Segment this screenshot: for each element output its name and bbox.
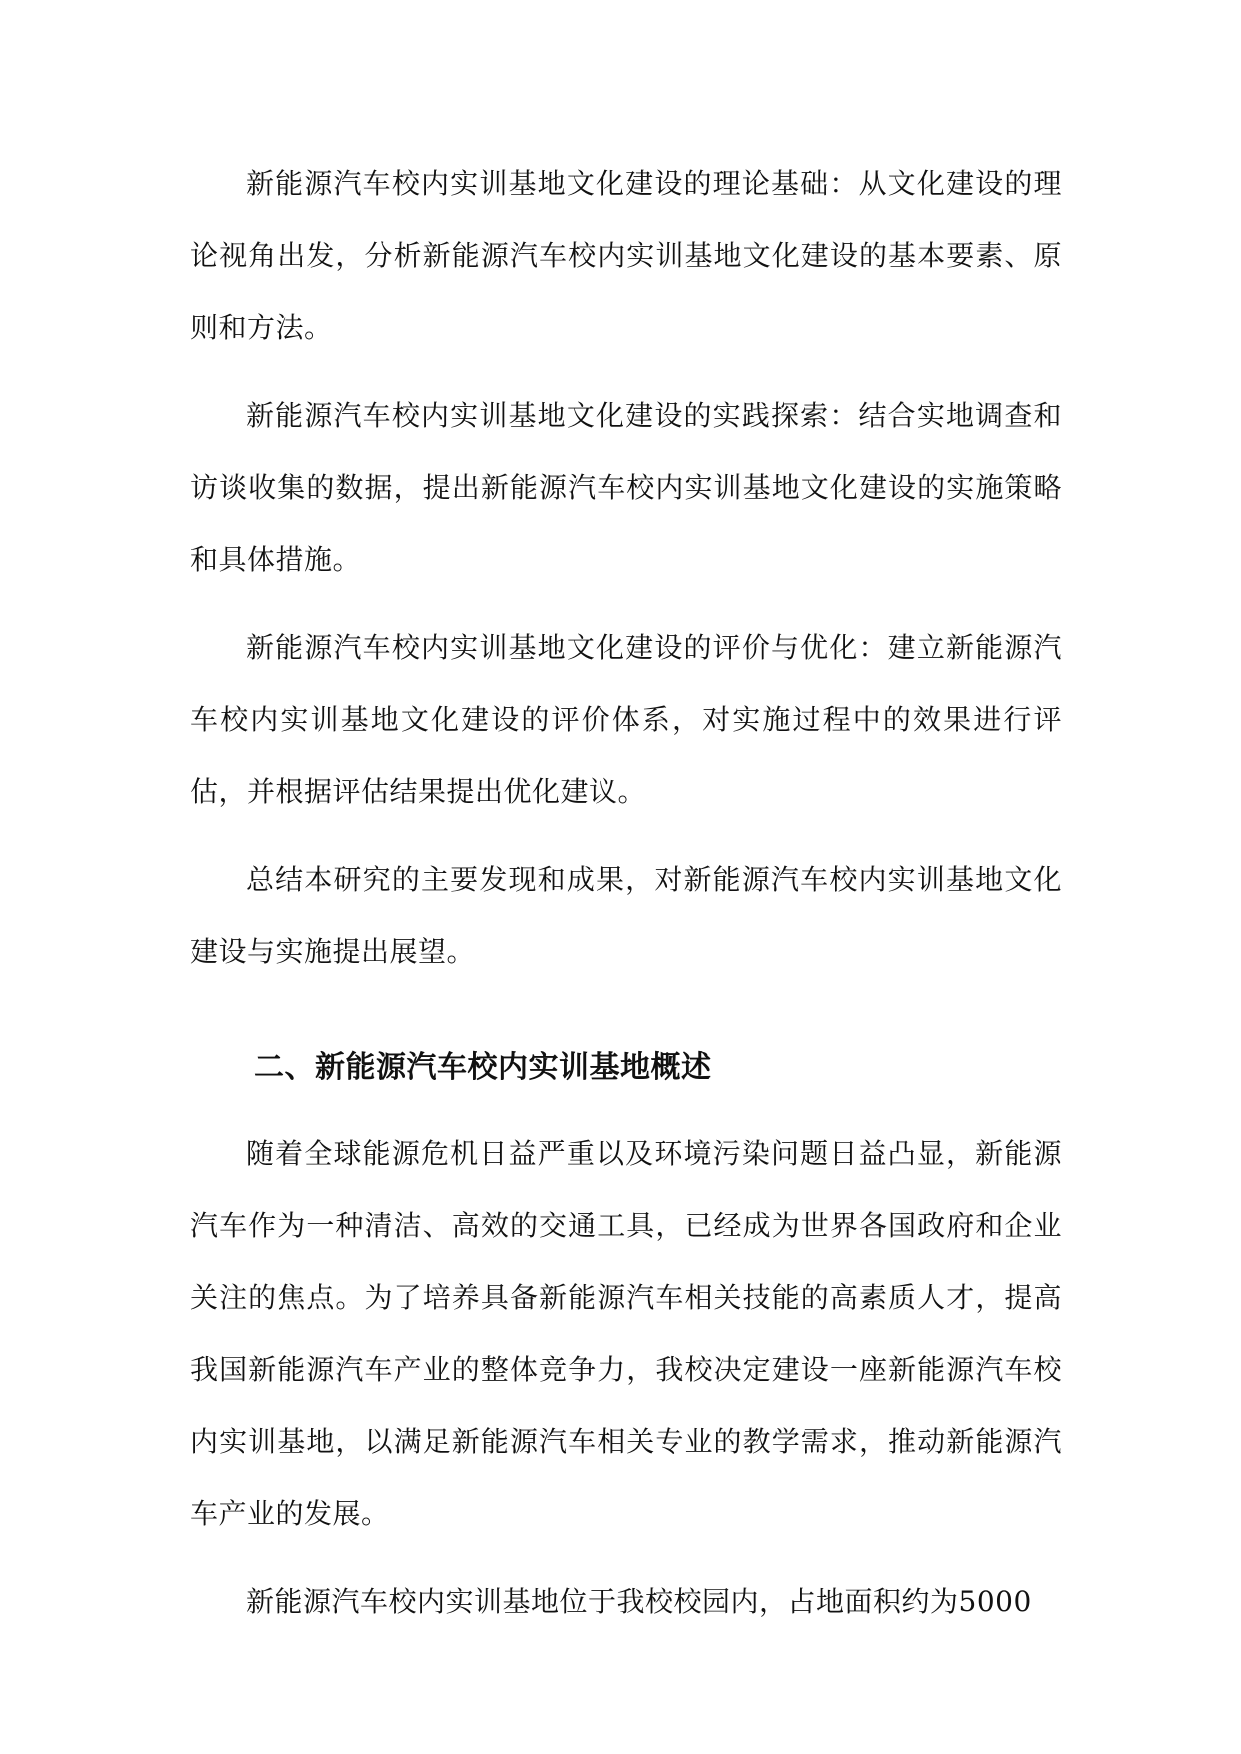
section-heading: 二、新能源汽车校内实训基地概述 <box>254 1050 712 1085</box>
paragraph-location: 新能源汽车校内实训基地位于我校校园内，占地面积约为5000 <box>246 1585 1032 1618</box>
paragraph-background: 随着全球能源危机日益严重以及环境污染问题日益凸显，新能源汽车作为一种清洁、高效的交通工具，已经成为世界各国政府和企业关注的焦点。为了培养具备新能源汽车相关技能的高素质人才，提高我国新能源汽车产业的整体竞争力，我校决定建设一座新能源汽车校内实训基地，以满足新能源汽车相关专业的教学需求，推动新能源汽车产业的发展。 <box>190 1137 1062 1530</box>
document-page <box>190 148 1062 1654</box>
paragraph-summary-outlook: 总结本研究的主要发现和成果，对新能源汽车校内实训基地文化建设与实施提出展望。 <box>190 863 1062 968</box>
paragraph-theory-basis: 新能源汽车校内实训基地文化建设的理论基础：从文化建设的理论视角出发，分析新能源汽车校内实训基地文化建设的基本要素、原则和方法。 <box>190 167 1062 344</box>
paragraph-evaluation-optimization: 新能源汽车校内实训基地文化建设的评价与优化：建立新能源汽车校内实训基地文化建设的评价体系，对实施过程中的效果进行评估，并根据评估结果提出优化建议。 <box>190 631 1062 808</box>
paragraph-practice-exploration: 新能源汽车校内实训基地文化建设的实践探索：结合实地调查和访谈收集的数据，提出新能源汽车校内实训基地文化建设的实施策略和具体措施。 <box>190 399 1062 576</box>
